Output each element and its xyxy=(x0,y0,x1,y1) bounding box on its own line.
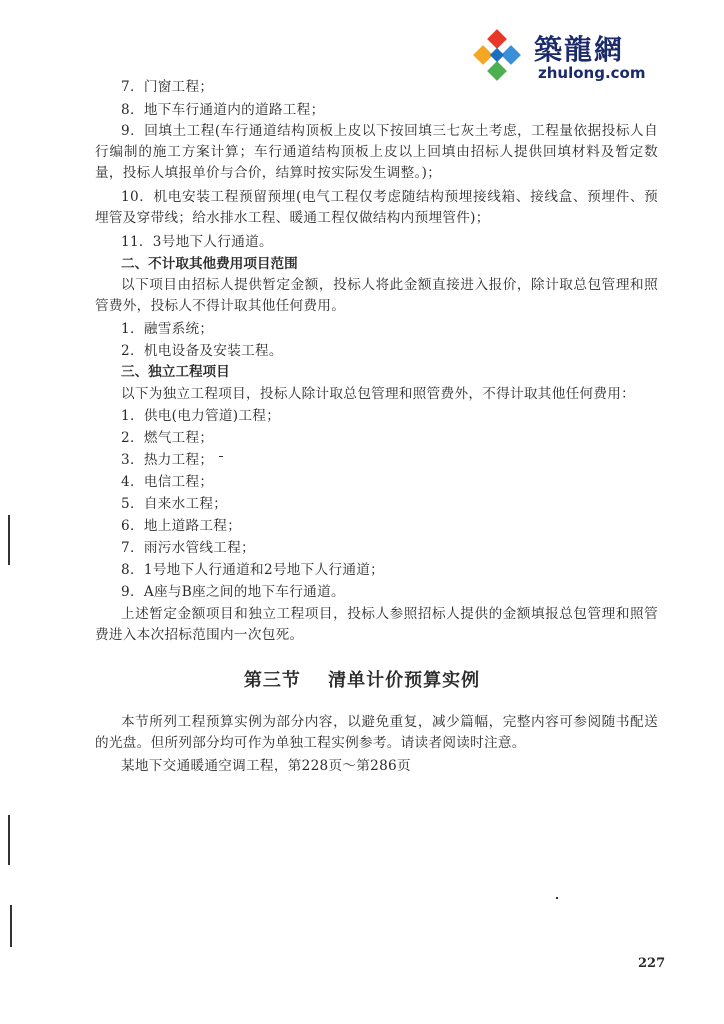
section-2-intro: 以下项目由招标人提供暂定金额，投标人将此金额直接进入报价，除计取总包管理和照管费外，投标人不得计取其他任何费用。 xyxy=(95,277,658,314)
scan-mark xyxy=(10,905,12,947)
scan-dot xyxy=(556,897,558,899)
section-3-item-3: 3．热力工程； xyxy=(121,452,214,468)
section-3-item-7: 7．雨污水管线工程； xyxy=(121,540,255,556)
section-2-item-2: 2．机电设备及安装工程。 xyxy=(121,343,283,359)
logo-english-text: zhulong.com xyxy=(538,64,646,82)
item-10-mep-embedded: 10．机电安装工程预留预埋(电气工程仅考虑随结构预埋接线箱、接线盒、预埋件、预埋管及穿带线；给水排水工程、暖通工程仅做结构内预埋管件)； xyxy=(95,189,658,226)
section-3-item-2: 2．燃气工程； xyxy=(121,430,214,446)
item-11-pedestrian-passage: 11．3号地下人行通道。 xyxy=(121,234,273,250)
section-3-item-1: 1．供电(电力管道)工程； xyxy=(121,408,281,424)
page-number: 227 xyxy=(638,956,666,971)
section-3-item-5: 5．自来水工程； xyxy=(121,496,228,512)
item-7-doors-windows: 7．门窗工程； xyxy=(121,79,214,95)
item-8-road-works: 8．地下车行通道内的道路工程； xyxy=(121,102,325,118)
section-3-item-8: 8．1号地下人行通道和2号地下人行通道； xyxy=(121,562,385,578)
logo-chinese-text: 築龍網 xyxy=(534,33,625,66)
scan-mark xyxy=(8,815,10,865)
section-2-heading: 二、不计取其他费用项目范围 xyxy=(121,256,298,272)
section-number: 第三节 xyxy=(243,670,301,691)
zhulong-logo xyxy=(468,26,668,86)
section-3-item-9: 9．A座与B座之间的地下车行通道。 xyxy=(121,584,345,600)
closing-paragraph: 本节所列工程预算实例为部分内容，以避免重复，减少篇幅，完整内容可参阅随书配送的光盘。但所列部分均可作为单独工程实例参考。请读者阅读时注意。 xyxy=(95,714,658,751)
section-3-intro: 以下为独立工程项目，投标人除计取总包管理和照管费外，不得计取其他任何费用： xyxy=(121,386,636,402)
section-3-item-4: 4．电信工程； xyxy=(121,474,214,490)
logo-mark-icon xyxy=(468,28,528,84)
section-name: 清单计价预算实例 xyxy=(328,670,481,691)
section-2-item-1: 1．融雪系统； xyxy=(121,321,214,337)
scan-mark xyxy=(8,515,10,565)
closing-reference: 某地下交通暖通空调工程，第228页～第286页 xyxy=(121,758,411,774)
section-title xyxy=(0,666,724,692)
section-3-heading: 三、独立工程项目 xyxy=(121,364,230,380)
section-3-closing: 上述暂定金额项目和独立工程项目，投标人参照招标人提供的金额填报总包管理和照管费进入本次招标范围内一次包死。 xyxy=(95,606,658,643)
scan-dot xyxy=(219,456,223,457)
item-9-backfill: 9．回填土工程(车行通道结构顶板上皮以下按回填三七灰土考虑，工程量依据投标人自行编制的施工方案计算；车行通道结构顶板上皮以上回填由招标人提供回填材料及暂定数量，投标人填报单价与合价，结算时按实际发生调整。)； xyxy=(95,123,658,181)
section-3-item-6: 6．地上道路工程； xyxy=(121,518,242,534)
